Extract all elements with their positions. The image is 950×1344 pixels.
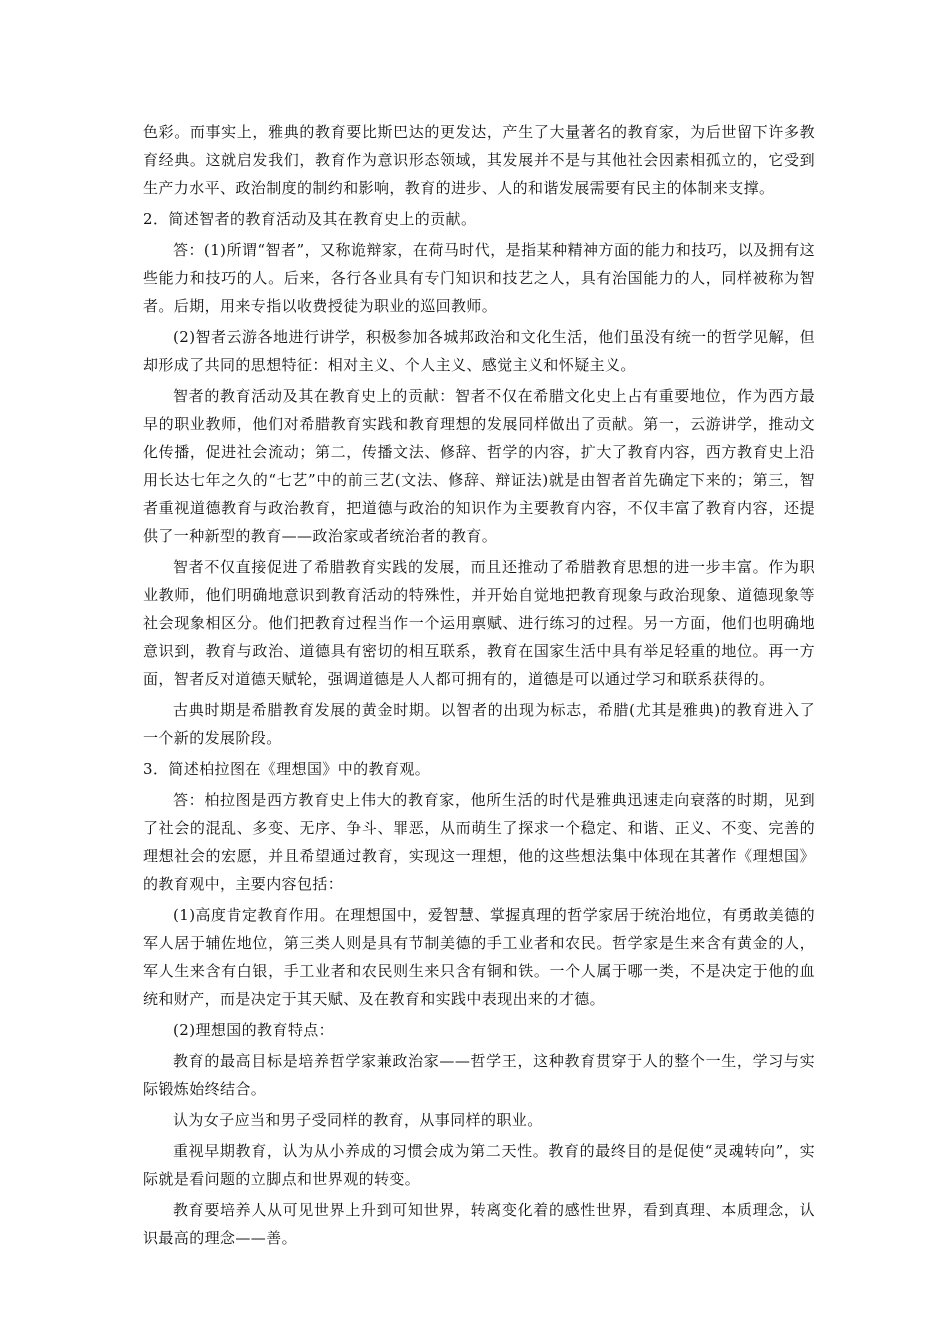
paragraph-continuation: 色彩。而事实上，雅典的教育要比斯巴达的更发达，产生了大量著名的教育家，为后世留下许多教育经典。这就启发我们，教育作为意识形态领域，其发展并不是与其他社会因素相孤立的，它受到生产力水平、政治制度的制约和影响，教育的进步、人的和谐发展需要有民主的体制来支撑。 — [143, 123, 815, 197]
answer-2-contributions: 智者的教育活动及其在教育史上的贡献：智者不仅在希腊文化史上占有重要地位，作为西方最早的职业教师，他们对希腊教育实践和教育理想的发展同样做出了贡献。第一，云游讲学，推动文化传播，促进社会流动；第二，传播文法、修辞、哲学的内容，扩大了教育内容，西方教育史上沿用长达七年之久的“七艺”中的前三艺(文法、修辞、辩证法)就是由智者首先确定下来的；第三，智者重视道德教育与政治教育，把道德与政治的知识作为主要教育内容，不仅丰富了教育内容，还提供了一种新型的教育——政治家或者统治者的教育。 — [143, 387, 815, 545]
answer-2-part-1: 答：(1)所谓“智者”，又称诡辩家，在荷马时代，是指某种精神方面的能力和技巧，以及拥有这些能力和技巧的人。后来，各行各业具有专门知识和技艺之人，具有治国能力的人，同样被称为智者。后期，用来专指以收费授徒为职业的巡回教师。 — [143, 241, 815, 315]
answer-3-point-women: 认为女子应当和男子受同样的教育，从事同样的职业。 — [173, 1111, 543, 1129]
answer-3-point-goal: 教育的最高目标是培养哲学家兼政治家——哲学王，这种教育贯穿于人的整个一生，学习与实际锻炼始终结合。 — [143, 1052, 815, 1098]
answer-2-conclusion: 古典时期是希腊教育发展的黄金时期。以智者的出现为标志，希腊(尤其是雅典)的教育进入了一个新的发展阶段。 — [143, 701, 815, 747]
question-2-heading: 2．简述智者的教育活动及其在教育史上的贡献。 — [143, 210, 477, 228]
answer-2-part-2: (2)智者云游各地进行讲学，积极参加各城邦政治和文化生活，他们虽没有统一的哲学见解，但却形成了共同的思想特征：相对主义、个人主义、感觉主义和怀疑主义。 — [143, 328, 815, 374]
document-body — [143, 118, 815, 1255]
answer-3-part-2-heading: (2)理想国的教育特点： — [173, 1021, 335, 1039]
answer-3-point-early-education: 重视早期教育，认为从小养成的习惯会成为第二天性。教育的最终目的是促使“灵魂转向”，实际就是看问题的立脚点和世界观的转变。 — [143, 1142, 815, 1188]
answer-3-part-1: (1)高度肯定教育作用。在理想国中，爱智慧、掌握真理的哲学家居于统治地位，有勇敢美德的军人居于辅佐地位，第三类人则是具有节制美德的手工业者和农民。哲学家是生来含有黄金的人，军人生来含有白银，手工业者和农民则生来只含有铜和铁。一个人属于哪一类，不是决定于他的血统和财产，而是决定于其天赋、及在教育和实践中表现出来的才德。 — [143, 906, 815, 1008]
answer-2-thought: 智者不仅直接促进了希腊教育实践的发展，而且还推动了希腊教育思想的进一步丰富。作为职业教师，他们明确地意识到教育活动的特殊性，并开始自觉地把教育现象与政治现象、道德现象等社会现象相区分。他们把教育过程当作一个运用禀赋、进行练习的过程。另一方面，他们也明确地意识到，教育与政治、道德具有密切的相互联系，教育在国家生活中具有举足轻重的地位。再一方面，智者反对道德天赋轮，强调道德是人人都可拥有的，道德是可以通过学习和联系获得的。 — [143, 558, 815, 688]
answer-3-point-knowable-world: 教育要培养人从可见世界上升到可知世界，转离变化着的感性世界，看到真理、本质理念，认识最高的理念——善。 — [143, 1201, 815, 1247]
question-3-heading: 3．简述柏拉图在《理想国》中的教育观。 — [143, 760, 431, 778]
answer-3-intro: 答：柏拉图是西方教育史上伟大的教育家，他所生活的时代是雅典迅速走向衰落的时期，见到了社会的混乱、多变、无序、争斗、罪恶，从而萌生了探求一个稳定、和谐、正义、不变、完善的理想社会的宏愿，并且希望通过教育，实现这一理想，他的这些想法集中体现在其著作《理想国》的教育观中，主要内容包括： — [143, 791, 815, 893]
